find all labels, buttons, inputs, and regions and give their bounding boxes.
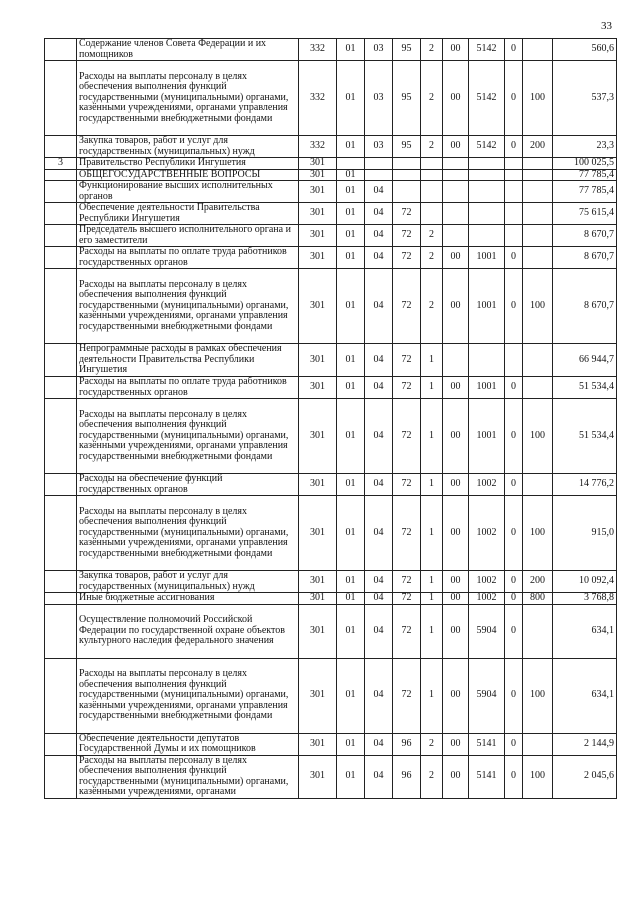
cell-c2 bbox=[421, 169, 443, 181]
cell-c4 bbox=[469, 203, 505, 225]
cell-name: Непрограммные расходы в рамках обеспечения деятельности Правительства Республики Ингушетия bbox=[77, 344, 299, 377]
cell-c3 bbox=[443, 169, 469, 181]
cell-name: Функционирование высших исполнительных органов bbox=[77, 181, 299, 203]
cell-c2 bbox=[421, 181, 443, 203]
cell-no bbox=[45, 61, 77, 136]
cell-c2: 2 bbox=[421, 225, 443, 247]
cell-c2: 1 bbox=[421, 496, 443, 571]
table-row bbox=[45, 61, 617, 136]
cell-name: Расходы на выплаты персоналу в целях обеспечения выполнения функций государственными (муниципальными) органами, казёнными учреждениями, органами управления государственными внебюджетными фондами bbox=[77, 399, 299, 474]
cell-amount: 77 785,4 bbox=[553, 169, 617, 181]
cell-no bbox=[45, 344, 77, 377]
cell-no bbox=[45, 755, 77, 798]
cell-c3: 00 bbox=[443, 269, 469, 344]
cell-vr: 100 bbox=[523, 61, 553, 136]
cell-c4: 1002 bbox=[469, 593, 505, 605]
cell-name: Обеспечение деятельности Правительства Республики Ингушетия bbox=[77, 203, 299, 225]
cell-pr: 04 bbox=[365, 225, 393, 247]
cell-name: Расходы на выплаты по оплате труда работников государственных органов bbox=[77, 377, 299, 399]
cell-vr bbox=[523, 39, 553, 61]
cell-no bbox=[45, 269, 77, 344]
cell-rz: 01 bbox=[337, 658, 365, 733]
cell-c2: 1 bbox=[421, 593, 443, 605]
cell-ved: 301 bbox=[299, 604, 337, 658]
cell-rz: 01 bbox=[337, 604, 365, 658]
cell-pr: 04 bbox=[365, 181, 393, 203]
cell-ved: 301 bbox=[299, 755, 337, 798]
cell-c2: 2 bbox=[421, 136, 443, 158]
cell-pr: 04 bbox=[365, 496, 393, 571]
cell-c3: 00 bbox=[443, 593, 469, 605]
cell-c5: 0 bbox=[505, 496, 523, 571]
table-row bbox=[45, 474, 617, 496]
cell-c5 bbox=[505, 169, 523, 181]
cell-c4: 5141 bbox=[469, 733, 505, 755]
cell-no bbox=[45, 377, 77, 399]
table-row bbox=[45, 269, 617, 344]
cell-c3: 00 bbox=[443, 658, 469, 733]
cell-vr: 200 bbox=[523, 136, 553, 158]
cell-vr bbox=[523, 344, 553, 377]
cell-vr bbox=[523, 377, 553, 399]
table-row bbox=[45, 377, 617, 399]
cell-ved: 301 bbox=[299, 377, 337, 399]
cell-ved: 332 bbox=[299, 39, 337, 61]
cell-no bbox=[45, 399, 77, 474]
budget-table bbox=[44, 38, 617, 799]
cell-c3: 00 bbox=[443, 571, 469, 593]
cell-c4: 1001 bbox=[469, 377, 505, 399]
cell-c2 bbox=[421, 203, 443, 225]
cell-c1: 96 bbox=[393, 733, 421, 755]
cell-name: Расходы на выплаты персоналу в целях обеспечения выполнения функций государственными (муниципальными) органами, казёнными учреждениями, органами управления государственными внебюджетными фондами bbox=[77, 496, 299, 571]
cell-rz: 01 bbox=[337, 399, 365, 474]
budget-table-body bbox=[45, 39, 617, 799]
cell-pr: 04 bbox=[365, 755, 393, 798]
table-row bbox=[45, 399, 617, 474]
cell-c1 bbox=[393, 158, 421, 170]
cell-ved: 301 bbox=[299, 344, 337, 377]
table-row bbox=[45, 203, 617, 225]
cell-ved: 301 bbox=[299, 169, 337, 181]
cell-amount: 23,3 bbox=[553, 136, 617, 158]
table-row bbox=[45, 733, 617, 755]
cell-ved: 301 bbox=[299, 247, 337, 269]
table-row bbox=[45, 136, 617, 158]
cell-c4: 5142 bbox=[469, 136, 505, 158]
cell-c5: 0 bbox=[505, 604, 523, 658]
cell-c3: 00 bbox=[443, 61, 469, 136]
cell-c5 bbox=[505, 158, 523, 170]
cell-ved: 301 bbox=[299, 571, 337, 593]
cell-c2: 1 bbox=[421, 571, 443, 593]
cell-c1: 72 bbox=[393, 571, 421, 593]
cell-vr: 800 bbox=[523, 593, 553, 605]
cell-rz: 01 bbox=[337, 344, 365, 377]
cell-pr: 04 bbox=[365, 733, 393, 755]
cell-c3: 00 bbox=[443, 399, 469, 474]
cell-vr: 100 bbox=[523, 496, 553, 571]
cell-c5: 0 bbox=[505, 61, 523, 136]
table-row bbox=[45, 247, 617, 269]
cell-ved: 332 bbox=[299, 136, 337, 158]
cell-name: Закупка товаров, работ и услуг для государственных (муниципальных) нужд bbox=[77, 136, 299, 158]
cell-amount: 66 944,7 bbox=[553, 344, 617, 377]
cell-name: Закупка товаров, работ и услуг для государственных (муниципальных) нужд bbox=[77, 571, 299, 593]
cell-no: 3 bbox=[45, 158, 77, 170]
cell-c3: 00 bbox=[443, 39, 469, 61]
cell-rz: 01 bbox=[337, 247, 365, 269]
cell-c1: 72 bbox=[393, 225, 421, 247]
cell-c3: 00 bbox=[443, 474, 469, 496]
cell-ved: 301 bbox=[299, 225, 337, 247]
cell-c1: 95 bbox=[393, 61, 421, 136]
table-row bbox=[45, 658, 617, 733]
table-row bbox=[45, 225, 617, 247]
cell-pr: 04 bbox=[365, 344, 393, 377]
cell-c1: 72 bbox=[393, 247, 421, 269]
cell-pr: 04 bbox=[365, 474, 393, 496]
cell-c4: 1002 bbox=[469, 474, 505, 496]
cell-c3: 00 bbox=[443, 755, 469, 798]
cell-c1: 96 bbox=[393, 755, 421, 798]
cell-ved: 301 bbox=[299, 474, 337, 496]
cell-pr: 04 bbox=[365, 571, 393, 593]
cell-amount: 100 025,5 bbox=[553, 158, 617, 170]
cell-pr: 04 bbox=[365, 399, 393, 474]
cell-c5 bbox=[505, 225, 523, 247]
cell-rz: 01 bbox=[337, 181, 365, 203]
cell-c1: 72 bbox=[393, 344, 421, 377]
cell-amount: 915,0 bbox=[553, 496, 617, 571]
cell-ved: 332 bbox=[299, 61, 337, 136]
cell-pr: 04 bbox=[365, 377, 393, 399]
cell-c5: 0 bbox=[505, 593, 523, 605]
cell-c2: 1 bbox=[421, 399, 443, 474]
cell-c1: 72 bbox=[393, 269, 421, 344]
table-row bbox=[45, 344, 617, 377]
cell-rz: 01 bbox=[337, 755, 365, 798]
cell-c4 bbox=[469, 158, 505, 170]
table-row bbox=[45, 755, 617, 798]
cell-c3 bbox=[443, 344, 469, 377]
cell-name: Расходы на выплаты персоналу в целях обеспечения выполнения функций государственными (муниципальными) органами, казёнными учреждениями, органами управления государственными внебюджетными фондами bbox=[77, 658, 299, 733]
cell-vr: 100 bbox=[523, 755, 553, 798]
cell-c3 bbox=[443, 203, 469, 225]
cell-vr bbox=[523, 225, 553, 247]
cell-c2: 2 bbox=[421, 61, 443, 136]
cell-rz: 01 bbox=[337, 225, 365, 247]
cell-name: Содержание членов Совета Федерации и их помощников bbox=[77, 39, 299, 61]
cell-c1 bbox=[393, 169, 421, 181]
cell-name: Иные бюджетные ассигнования bbox=[77, 593, 299, 605]
cell-c2: 2 bbox=[421, 269, 443, 344]
cell-c5: 0 bbox=[505, 733, 523, 755]
cell-c3: 00 bbox=[443, 136, 469, 158]
cell-name: Расходы на выплаты по оплате труда работников государственных органов bbox=[77, 247, 299, 269]
cell-rz: 01 bbox=[337, 39, 365, 61]
cell-c5: 0 bbox=[505, 399, 523, 474]
cell-rz: 01 bbox=[337, 169, 365, 181]
cell-c2: 1 bbox=[421, 474, 443, 496]
cell-amount: 2 144,9 bbox=[553, 733, 617, 755]
cell-c3 bbox=[443, 181, 469, 203]
cell-c4 bbox=[469, 225, 505, 247]
cell-amount: 537,3 bbox=[553, 61, 617, 136]
table-row bbox=[45, 604, 617, 658]
cell-no bbox=[45, 225, 77, 247]
cell-c2 bbox=[421, 158, 443, 170]
cell-ved: 301 bbox=[299, 399, 337, 474]
cell-vr bbox=[523, 247, 553, 269]
cell-amount: 8 670,7 bbox=[553, 247, 617, 269]
table-row bbox=[45, 571, 617, 593]
cell-c3: 00 bbox=[443, 733, 469, 755]
cell-amount: 8 670,7 bbox=[553, 269, 617, 344]
cell-amount: 14 776,2 bbox=[553, 474, 617, 496]
cell-pr: 04 bbox=[365, 593, 393, 605]
cell-ved: 301 bbox=[299, 658, 337, 733]
cell-c1: 72 bbox=[393, 496, 421, 571]
cell-c4: 1001 bbox=[469, 399, 505, 474]
cell-c4 bbox=[469, 181, 505, 203]
cell-c1: 95 bbox=[393, 136, 421, 158]
cell-c1: 72 bbox=[393, 604, 421, 658]
cell-pr: 04 bbox=[365, 203, 393, 225]
cell-vr bbox=[523, 158, 553, 170]
cell-vr bbox=[523, 169, 553, 181]
cell-rz: 01 bbox=[337, 203, 365, 225]
cell-no bbox=[45, 181, 77, 203]
cell-c5: 0 bbox=[505, 658, 523, 733]
cell-no bbox=[45, 496, 77, 571]
cell-pr: 04 bbox=[365, 269, 393, 344]
cell-name: Расходы на обеспечение функций государственных органов bbox=[77, 474, 299, 496]
cell-amount: 75 615,4 bbox=[553, 203, 617, 225]
cell-c5: 0 bbox=[505, 377, 523, 399]
cell-rz: 01 bbox=[337, 593, 365, 605]
cell-c5: 0 bbox=[505, 39, 523, 61]
cell-c5: 0 bbox=[505, 247, 523, 269]
cell-c4: 5142 bbox=[469, 61, 505, 136]
cell-amount: 8 670,7 bbox=[553, 225, 617, 247]
cell-c5 bbox=[505, 203, 523, 225]
cell-no bbox=[45, 593, 77, 605]
cell-ved: 301 bbox=[299, 593, 337, 605]
page-number: 33 bbox=[601, 20, 612, 32]
cell-pr: 04 bbox=[365, 247, 393, 269]
cell-c1: 95 bbox=[393, 39, 421, 61]
cell-vr: 100 bbox=[523, 658, 553, 733]
cell-rz: 01 bbox=[337, 269, 365, 344]
cell-name: Осуществление полномочий Российской Федерации по государственной охране объектов культурного наследия федерального значения bbox=[77, 604, 299, 658]
cell-c2: 1 bbox=[421, 658, 443, 733]
cell-name: Расходы на выплаты персоналу в целях обеспечения выполнения функций государственными (муниципальными) органами, казёнными учреждениями, органами управления государственными внебюджетными фондами bbox=[77, 269, 299, 344]
cell-amount: 2 045,6 bbox=[553, 755, 617, 798]
cell-c2: 2 bbox=[421, 733, 443, 755]
table-row bbox=[45, 593, 617, 605]
cell-vr bbox=[523, 474, 553, 496]
cell-vr bbox=[523, 604, 553, 658]
cell-c1: 72 bbox=[393, 203, 421, 225]
cell-c3 bbox=[443, 225, 469, 247]
cell-c5: 0 bbox=[505, 474, 523, 496]
cell-c5: 0 bbox=[505, 755, 523, 798]
cell-c1: 72 bbox=[393, 474, 421, 496]
cell-c3: 00 bbox=[443, 377, 469, 399]
table-row bbox=[45, 169, 617, 181]
cell-rz: 01 bbox=[337, 474, 365, 496]
cell-ved: 301 bbox=[299, 158, 337, 170]
cell-no bbox=[45, 604, 77, 658]
table-row bbox=[45, 39, 617, 61]
cell-vr: 200 bbox=[523, 571, 553, 593]
cell-no bbox=[45, 658, 77, 733]
cell-vr bbox=[523, 733, 553, 755]
cell-vr bbox=[523, 181, 553, 203]
cell-c4: 1002 bbox=[469, 571, 505, 593]
table-row bbox=[45, 181, 617, 203]
cell-c4: 1001 bbox=[469, 269, 505, 344]
cell-name: Расходы на выплаты персоналу в целях обеспечения выполнения функций государственными (муниципальными) органами, казёнными учреждениями, органами bbox=[77, 755, 299, 798]
cell-c2: 1 bbox=[421, 604, 443, 658]
cell-rz: 01 bbox=[337, 571, 365, 593]
cell-c4: 1001 bbox=[469, 247, 505, 269]
cell-amount: 77 785,4 bbox=[553, 181, 617, 203]
cell-c5: 0 bbox=[505, 269, 523, 344]
cell-c4: 5904 bbox=[469, 658, 505, 733]
cell-c3: 00 bbox=[443, 496, 469, 571]
cell-rz: 01 bbox=[337, 61, 365, 136]
cell-c5: 0 bbox=[505, 136, 523, 158]
cell-rz: 01 bbox=[337, 496, 365, 571]
cell-name: Председатель высшего исполнительного органа и его заместители bbox=[77, 225, 299, 247]
cell-c4 bbox=[469, 344, 505, 377]
cell-amount: 10 092,4 bbox=[553, 571, 617, 593]
cell-c4: 5904 bbox=[469, 604, 505, 658]
cell-c2: 2 bbox=[421, 39, 443, 61]
cell-pr bbox=[365, 169, 393, 181]
cell-pr: 04 bbox=[365, 604, 393, 658]
cell-pr bbox=[365, 158, 393, 170]
cell-rz: 01 bbox=[337, 136, 365, 158]
cell-c1: 72 bbox=[393, 399, 421, 474]
cell-c1 bbox=[393, 181, 421, 203]
cell-pr: 03 bbox=[365, 39, 393, 61]
cell-amount: 51 534,4 bbox=[553, 377, 617, 399]
cell-no bbox=[45, 571, 77, 593]
cell-pr: 03 bbox=[365, 61, 393, 136]
cell-c1: 72 bbox=[393, 377, 421, 399]
cell-pr: 04 bbox=[365, 658, 393, 733]
cell-ved: 301 bbox=[299, 203, 337, 225]
cell-amount: 51 534,4 bbox=[553, 399, 617, 474]
cell-name: Правительство Республики Ингушетия bbox=[77, 158, 299, 170]
cell-ved: 301 bbox=[299, 496, 337, 571]
cell-ved: 301 bbox=[299, 269, 337, 344]
cell-c5 bbox=[505, 344, 523, 377]
cell-c3 bbox=[443, 158, 469, 170]
cell-no bbox=[45, 136, 77, 158]
cell-rz: 01 bbox=[337, 733, 365, 755]
cell-no bbox=[45, 247, 77, 269]
cell-c4: 1002 bbox=[469, 496, 505, 571]
cell-rz: 01 bbox=[337, 377, 365, 399]
cell-c2: 1 bbox=[421, 377, 443, 399]
cell-no bbox=[45, 39, 77, 61]
cell-c2: 2 bbox=[421, 755, 443, 798]
cell-c3: 00 bbox=[443, 247, 469, 269]
cell-rz bbox=[337, 158, 365, 170]
cell-ved: 301 bbox=[299, 733, 337, 755]
cell-c3: 00 bbox=[443, 604, 469, 658]
cell-c4: 5142 bbox=[469, 39, 505, 61]
cell-c4 bbox=[469, 169, 505, 181]
cell-c1: 72 bbox=[393, 658, 421, 733]
table-row bbox=[45, 158, 617, 170]
cell-c1: 72 bbox=[393, 593, 421, 605]
cell-c5 bbox=[505, 181, 523, 203]
cell-ved: 301 bbox=[299, 181, 337, 203]
cell-amount: 3 768,8 bbox=[553, 593, 617, 605]
cell-no bbox=[45, 169, 77, 181]
cell-pr: 03 bbox=[365, 136, 393, 158]
cell-name: Расходы на выплаты персоналу в целях обеспечения выполнения функций государственными (муниципальными) органами, казёнными учреждениями, органами управления государственными внебюджетными фондами bbox=[77, 61, 299, 136]
cell-no bbox=[45, 474, 77, 496]
cell-name: Обеспечение деятельности депутатов Государственной Думы и их помощников bbox=[77, 733, 299, 755]
cell-no bbox=[45, 203, 77, 225]
cell-no bbox=[45, 733, 77, 755]
cell-amount: 634,1 bbox=[553, 604, 617, 658]
cell-vr: 100 bbox=[523, 399, 553, 474]
cell-vr: 100 bbox=[523, 269, 553, 344]
cell-c2: 1 bbox=[421, 344, 443, 377]
cell-c4: 5141 bbox=[469, 755, 505, 798]
cell-amount: 560,6 bbox=[553, 39, 617, 61]
cell-vr bbox=[523, 203, 553, 225]
cell-c2: 2 bbox=[421, 247, 443, 269]
table-row bbox=[45, 496, 617, 571]
cell-name: ОБЩЕГОСУДАРСТВЕННЫЕ ВОПРОСЫ bbox=[77, 169, 299, 181]
cell-amount: 634,1 bbox=[553, 658, 617, 733]
cell-c5: 0 bbox=[505, 571, 523, 593]
